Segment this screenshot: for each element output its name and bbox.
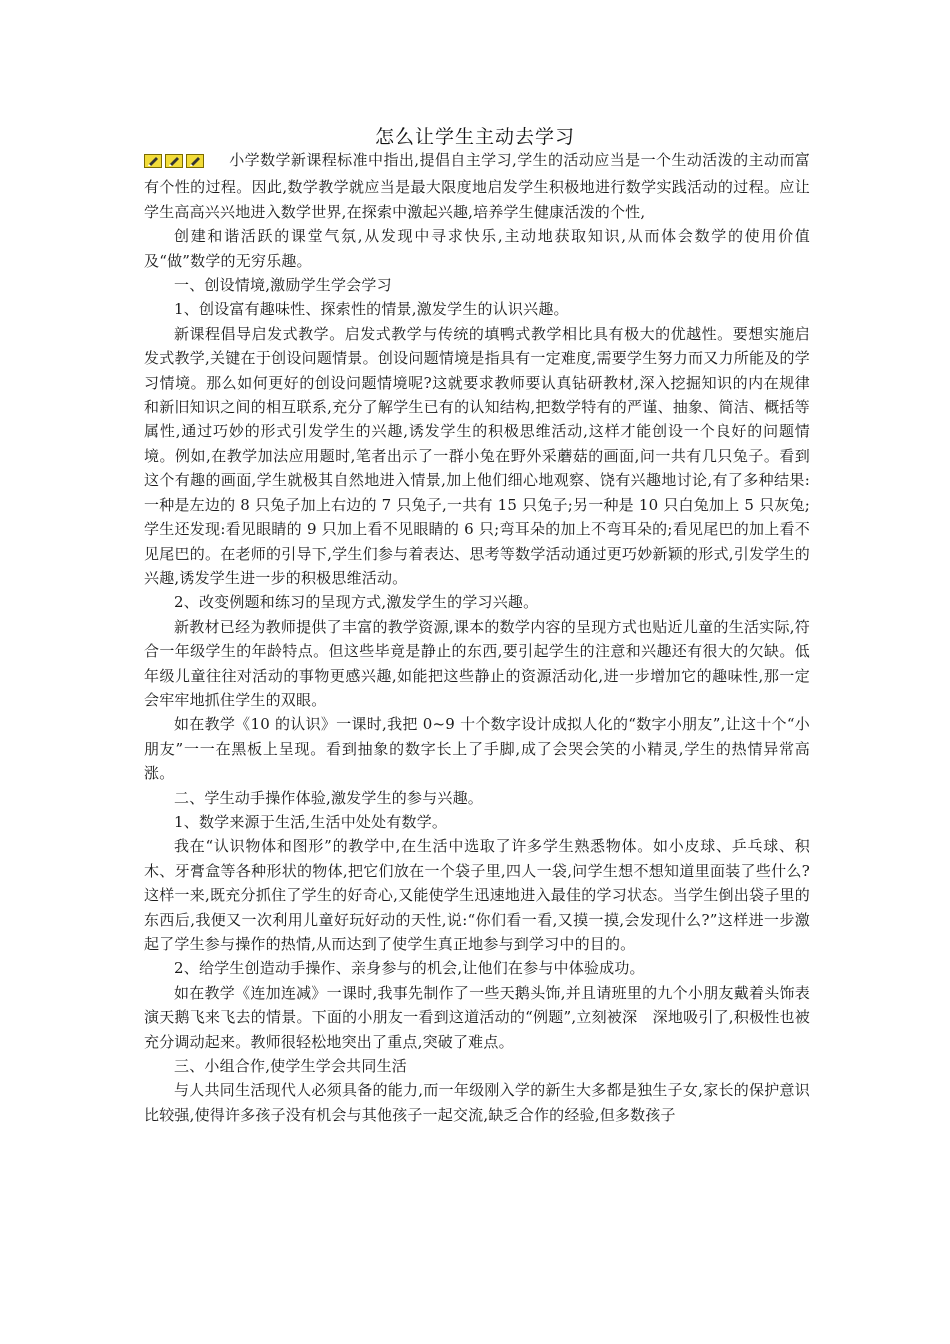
subsection-heading: 2、给学生创造动手操作、亲身参与的机会,让他们在参与中体验成功。 xyxy=(174,959,645,978)
section-heading: 二、学生动手操作体验,激发学生的参与兴趣。 xyxy=(174,788,483,807)
paragraph: 创建和谐活跃的课堂气氛,从发现中寻求快乐,主动地获取知识,从而体会数学的使用价值及“做”数学的无穷乐趣。 xyxy=(144,227,810,270)
paragraph: 新教材已经为教师提供了丰富的教学资源,课本的数学内容的呈现方式也贴近儿童的生活实际,符合一年级学生的年龄特点。但这些毕竟是静止的东西,要引起学生的注意和兴趣还有很大的欠缺。低年级儿童往往对活动的事物更感兴趣,如能把这些静止的资源活动化,进一步增加它的趣味性,那一定会牢牢地抓住学生的双眼。 xyxy=(144,617,810,709)
document-title: 怎么让学生主动去学习 xyxy=(374,126,575,148)
paragraph-text: 小学数学新课程标准中指出,提倡自主学习,学生的活动应当是一个生动活泼的主动而富有个性的过程。因此,数学教学就应当是最大限度地启发学生积极地进行数学实践活动的过程。应让学生高高兴兴地进入数学世界,在探索中激起兴趣,培养学生健康活泼的个性, xyxy=(144,151,810,221)
paragraph: 与人共同生活现代人必须具备的能力,而一年级刚入学的新生大多都是独生子女,家长的保护意识比较强,使得许多孩子没有机会与其他孩子一起交流,缺乏合作的经验,但多数孩子 xyxy=(144,1081,810,1124)
icon-strip xyxy=(144,151,207,175)
pencil-icon xyxy=(186,154,204,168)
pencil-icon xyxy=(144,154,162,168)
subsection-heading: 1、创设富有趣味性、探索性的情景,激发学生的认识兴趣。 xyxy=(174,300,569,319)
paragraph xyxy=(144,148,810,224)
paragraph: 我在“认识物体和图形”的教学中,在生活中选取了许多学生熟悉物体。如小皮球、乒乓球、积木、牙膏盒等各种形状的物体,把它们放在一个袋子里,四人一袋,问学生想不想知道里面装了些什么?这样一来,既充分抓住了学生的好奇心,又能使学生迅速地进入最佳的学习状态。当学生倒出袋子里的东西后,我便又一次利用儿童好玩好动的天性,说:“你们看一看,又摸一摸,会发现什么?”这样进一步激起了学生参与操作的热情,从而达到了使学生真正地参与到学习中的目的。 xyxy=(144,837,810,953)
paragraph: 新课程倡导启发式教学。启发式教学与传统的填鸭式教学相比具有极大的优越性。要想实施启发式教学,关键在于创设问题情景。创设问题情境是指具有一定难度,需要学生努力而又力所能及的学习情境。那么如何更好的创设问题情境呢?这就要求教师要认真钻研教材,深入挖掘知识的内在规律和新旧知识之间的相互联系,充分了解学生已有的认知结构,把数学特有的严谨、抽象、简洁、概括等属性,通过巧妙的形式引发学生的兴趣,诱发学生的积极思维活动,这样才能创设一个良好的问题情境。例如,在教学加法应用题时,笔者出示了一群小兔在野外采蘑菇的画面,问一共有几只兔子。看到这个有趣的画面,学生就极其自然地进入情景,加上他们细心地观察、饶有兴趣地讨论,有了多种结果:一种是左边的 8 只兔子加上右边的 7 只兔子,一共有 15 只兔子;另一种是 10 只白兔加上 5 只灰兔;学生还发现:看见眼睛的 9 只加上看不见眼睛的 6 只;弯耳朵的加上不弯耳朵的;看见尾巴的加上看不见尾巴的。在老师的引导下,学生们参与着表达、思考等数学活动通过更巧妙新颖的形式,引发学生的兴趣,诱发学生进一步的积极思维活动。 xyxy=(144,324,810,587)
pencil-icon xyxy=(165,154,183,168)
subsection-heading: 2、改变例题和练习的呈现方式,激发学生的学习兴趣。 xyxy=(174,593,539,612)
section-heading: 三、小组合作,使学生学会共同生活 xyxy=(174,1057,407,1076)
paragraph: 如在教学《10 的认识》一课时,我把 0~9 十个数字设计成拟人化的“数字小朋友”,让这十个“小朋友”一一在黑板上呈现。看到抽象的数字长上了手脚,成了会哭会笑的小精灵,学生的热情异常高涨。 xyxy=(144,715,810,783)
section-heading: 一、创设情境,激励学生学会学习 xyxy=(174,276,392,295)
subsection-heading: 1、数学来源于生活,生活中处处有数学。 xyxy=(174,812,448,831)
paragraph: 如在教学《连加连减》一课时,我事先制作了一些天鹅头饰,并且请班里的九个小朋友戴着头饰表演天鹅飞来飞去的情景。下面的小朋友一看到这道活动的“例题”,立刻被深 深地吸引了,积极性也被充分调动起来。教师很轻松地突出了重点,突破了难点。 xyxy=(144,983,810,1051)
document-body xyxy=(144,148,810,1127)
